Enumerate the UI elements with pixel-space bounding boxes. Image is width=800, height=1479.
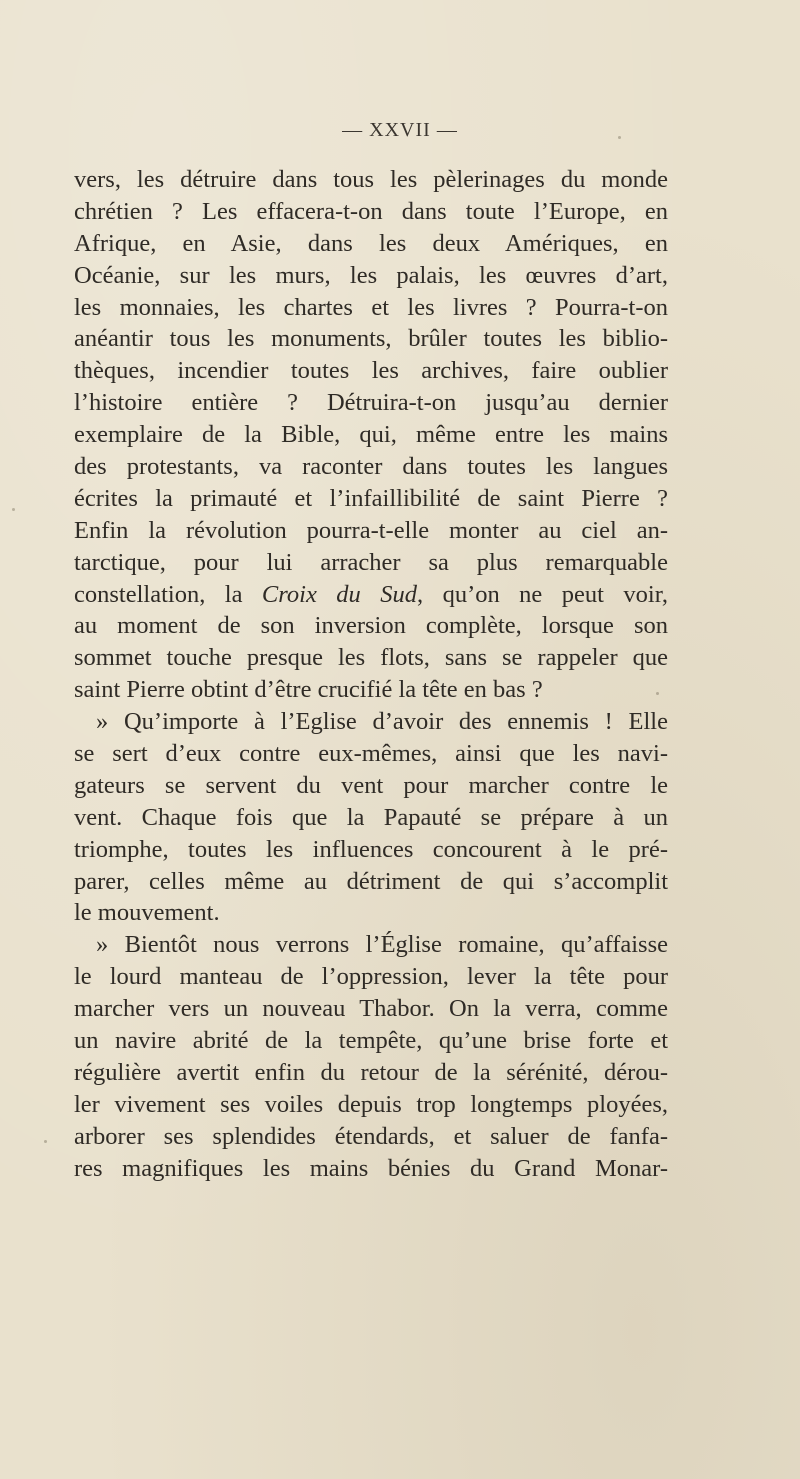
italic-title: Croix du Sud [261,580,417,608]
text-line: Océanie, sur les murs, les palais, les œuvres d’art, [74,261,668,289]
text-line: parer, celles même au détriment de qui s’accomplit [74,867,668,895]
text-line: » Bientôt nous verrons l’Église romaine, qu’affaisse [96,931,668,959]
text-line: des protestants, va raconter dans toutes les langues [74,453,668,481]
text-line: vers, les détruire dans tous les pèlerinages du monde [74,166,668,193]
text-line: thèques, incendier toutes les archives, faire oublier [74,357,668,385]
body-text [74,164,668,1185]
text-line: se sert d’eux contre eux-mêmes, ainsi que les navi- [74,740,668,768]
text-line: les monnaies, les chartes et les livres ? Pourra-t-on [74,293,668,321]
text-line: au moment de son inversion complète, lorsque son [74,612,668,640]
text-line: chrétien ? Les effacera-t-on dans toute l’Europe, en [74,197,668,225]
text-line [74,579,668,611]
text-line: triomphe, toutes les influences concourent à le pré- [74,835,668,863]
paper-speck [12,508,15,511]
text-line: vent. Chaque fois que la Papauté se prépare à un [74,803,668,831]
text-segment: , qu’on ne peut voir, [416,580,669,608]
text-line: saint Pierre obtint d’être crucifié la tête en bas ? [74,676,543,704]
text-line: Enfin la révolution pourra-t-elle monter au ciel an- [74,516,668,544]
text-line: exemplaire de la Bible, qui, même entre les mains [74,421,668,449]
text-line: sommet touche presque les flots, sans se rappeler que [74,644,668,672]
paper-speck [656,692,659,695]
paper-speck [618,136,621,139]
text-line: l’histoire entière ? Détruira-t-on jusqu’au dernier [74,389,668,417]
text-line: Afrique, en Asie, dans les deux Amériques, en [74,229,668,257]
text-line: marcher vers un nouveau Thabor. On la verra, comme [74,995,668,1023]
text-line: le mouvement. [74,899,220,927]
paper-speck [44,1140,47,1143]
text-line: gateurs se servent du vent pour marcher contre le [74,771,668,799]
text-line: » Qu’importe à l’Eglise d’avoir des ennemis ! Elle [96,708,668,736]
text-line: un navire abrité de la tempête, qu’une brise forte et [74,1027,668,1055]
text-line: arborer ses splendides étendards, et saluer de fanfa- [74,1122,668,1150]
text-line: res magnifiques les mains bénies du Grand Monar- [74,1154,668,1182]
text-line: anéantir tous les monuments, brûler toutes les biblio- [74,325,668,353]
text-line: le lourd manteau de l’oppression, lever la tête pour [74,963,668,991]
text-line: tarctique, pour lui arracher sa plus remarquable [74,548,668,576]
page-number: — XXVII — [342,119,458,141]
text-segment: constellation, la [74,580,262,608]
text-line: écrites la primauté et l’infaillibilité de saint Pierre ? [74,484,668,512]
text-line: ler vivement ses voiles depuis trop longtemps ployées, [74,1090,668,1118]
text-line: régulière avertit enfin du retour de la sérénité, dérou- [74,1058,668,1086]
